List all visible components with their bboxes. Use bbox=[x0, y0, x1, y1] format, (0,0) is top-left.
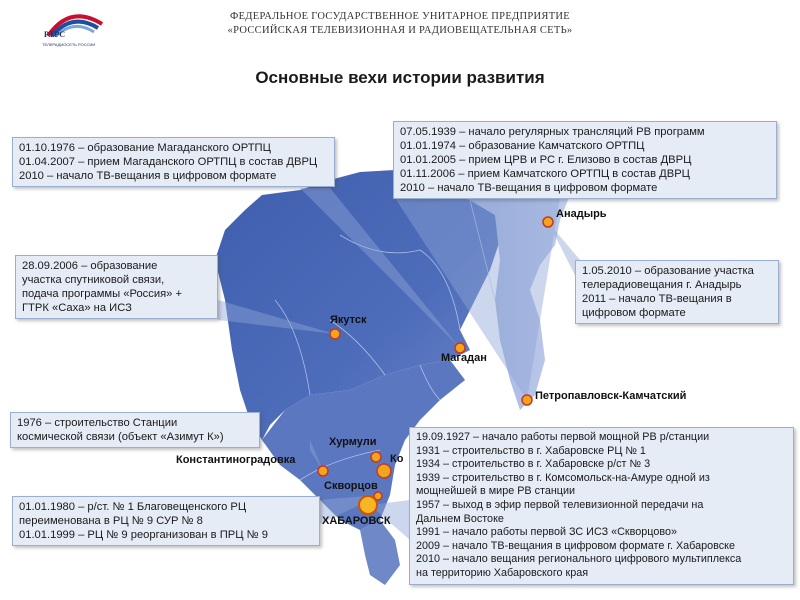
city-label-khurmuli: Хурмули bbox=[329, 436, 377, 448]
callout-line: 01.11.2006 – прием Камчатского ОРТПЦ в состав ДВРЦ bbox=[400, 168, 690, 180]
callout-anadyr bbox=[575, 260, 779, 324]
callout-line: цифровом формате bbox=[582, 307, 686, 319]
logo-text: РТРС bbox=[44, 30, 66, 39]
city-label-khabarovsk: ХАБАРОВСК bbox=[322, 515, 391, 527]
callout-line: 19.09.1927 – начало работы первой мощной РВ р/станции bbox=[416, 431, 710, 443]
callout-line: космической связи (объект «Азимут К») bbox=[17, 431, 224, 443]
callout-line: участка спутниковой связи, bbox=[22, 274, 165, 286]
callout-line: 01.04.2007 – прием Магаданского ОРТПЦ в состав ДВРЦ bbox=[19, 156, 318, 168]
callout-line: 2009 – начало ТВ-вещания в цифровом формате г. Хабаровске bbox=[416, 539, 735, 552]
callout-blagoveshchensk bbox=[12, 496, 320, 546]
org-line-2: «РОССИЙСКАЯ ТЕЛЕВИЗИОННАЯ И РАДИОВЕЩАТЕЛЬНАЯ СЕТЬ» bbox=[227, 25, 573, 36]
callout-line: 1934 – строительство в г. Хабаровске р/ст № 3 bbox=[416, 458, 651, 471]
callout-line: 01.01.2005 – прием ЦРВ и РС г. Елизово в состав ДВРЦ bbox=[400, 154, 692, 166]
callout-line: 1976 – строительство Станции bbox=[17, 417, 178, 429]
callout-khabarovsk bbox=[409, 427, 794, 585]
marker-komsomolsk bbox=[377, 464, 391, 478]
callout-line: 1.05.2010 – образование участка bbox=[582, 265, 754, 277]
marker-khurmuli bbox=[371, 452, 381, 462]
callout-azimut bbox=[10, 412, 260, 448]
marker-khabarovsk bbox=[359, 496, 377, 514]
city-label-konstantinogradovka: Константиноградовка bbox=[176, 454, 296, 466]
marker-anadyr bbox=[543, 217, 553, 227]
callout-line: на территорию Хабаровского края bbox=[416, 566, 589, 579]
callout-line: подача программы «Россия» + bbox=[22, 288, 183, 300]
callout-line: 1991 – начало работы первой ЗС ИСЗ «Скворцово» bbox=[416, 526, 677, 539]
page-title: Основные вехи истории развития bbox=[255, 68, 545, 87]
callout-line: 2011 – начало ТВ-вещания в bbox=[582, 293, 732, 305]
marker-yakutsk bbox=[330, 329, 340, 339]
callout-line: Дальнем Востоке bbox=[416, 512, 504, 525]
callout-line: 01.01.1980 – р/ст. № 1 Благовещенского РЦ bbox=[19, 501, 247, 513]
callout-line: телерадиовещания г. Анадырь bbox=[582, 279, 742, 291]
callout-line: 1939 – строительство в г. Комсомольск-на-Амуре одной из bbox=[416, 471, 710, 484]
callout-magadan bbox=[12, 137, 335, 187]
marker-konstantinogradovka bbox=[318, 466, 328, 476]
callout-line: 07.05.1939 – начало регулярных трансляций РВ программ bbox=[400, 126, 705, 138]
marker-petropavlovsk bbox=[522, 395, 532, 405]
org-line-1: ФЕДЕРАЛЬНОЕ ГОСУДАРСТВЕННОЕ УНИТАРНОЕ ПРЕДПРИЯТИЕ bbox=[229, 11, 571, 22]
logo-subtitle: ТЕЛЕРАДИОСЕТЬ РОССИИ bbox=[42, 42, 96, 47]
region-primorye bbox=[360, 520, 400, 585]
callout-line: 01.10.1976 – образование Магаданского ОРТПЦ bbox=[19, 142, 271, 154]
callout-line: ГТРК «Саха» на ИСЗ bbox=[22, 302, 132, 314]
city-label-magadan: Магадан bbox=[441, 352, 487, 364]
city-label-skvortsovo: Скворцов bbox=[324, 480, 378, 492]
city-label-anadyr: Анадырь bbox=[556, 208, 607, 220]
callout-line: мощнейшей в мире РВ станции bbox=[416, 485, 576, 498]
callout-kamchatka bbox=[393, 121, 777, 199]
callout-yakutsk bbox=[15, 255, 218, 319]
city-label-komsomolsk: Ко bbox=[390, 453, 404, 465]
callout-line: переименована в РЦ № 9 СУР № 8 bbox=[19, 515, 203, 527]
callout-line: 2010 – начало ТВ-вещания в цифровом формате bbox=[400, 182, 658, 194]
callout-line: 1931 – строительство в г. Хабаровске РЦ № 1 bbox=[416, 444, 646, 457]
callout-line: 1957 – выход в эфир первой телевизионной передачи на bbox=[416, 498, 704, 511]
callout-line: 2010 – начало вещания регионального цифрового мультиплекса bbox=[416, 553, 742, 566]
callout-line: 01.01.1974 – образование Камчатского ОРТПЦ bbox=[400, 140, 645, 152]
callout-line: 2010 – начало ТВ-вещания в цифровом формате bbox=[19, 170, 277, 182]
city-label-yakutsk: Якутск bbox=[330, 314, 367, 326]
callout-line: 28.09.2006 – образование bbox=[22, 260, 158, 272]
callout-line: 01.01.1999 – РЦ № 9 реорганизован в ПРЦ № 9 bbox=[19, 529, 268, 541]
city-label-petropavlovsk: Петропавловск-Камчатский bbox=[535, 390, 687, 402]
